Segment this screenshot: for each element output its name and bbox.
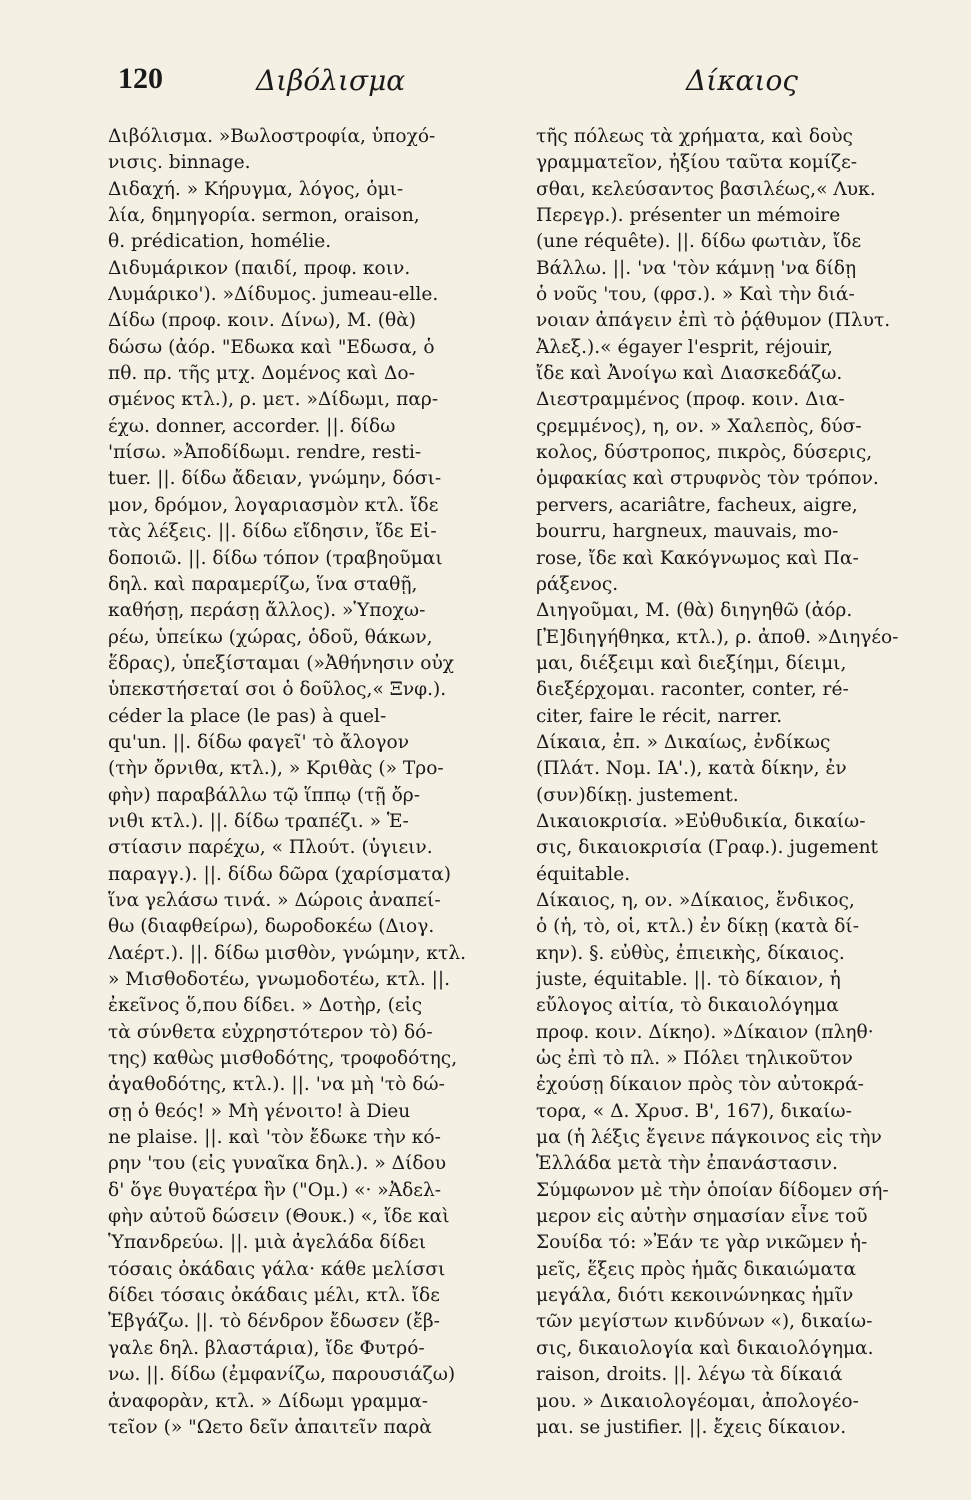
text-line: έχω. donner, accorder. ||. δίδω <box>108 415 396 437</box>
text-line: équitable. <box>536 863 631 885</box>
text-line: ἀναφορὰν, κτλ. » Δίδωμι γραμμα- <box>108 1390 429 1412</box>
text-line: Δικαιοκρισία. »Εὐθυδικία, δικαίω- <box>536 810 866 832</box>
text-line: ὑπεκστήσεταί σοι ὁ δοῦλος,« Ξνφ.). <box>108 679 447 701</box>
text-line: Ἐβγάζω. ||. τὸ δένδρον ἔδωσεν (ἔβ- <box>108 1311 440 1333</box>
text-line: τόσαις ὀκάδαις γάλα· κάθε μελίσσι <box>108 1258 446 1280</box>
right-column <box>536 124 948 1441</box>
text-line: τεῖον (» "Ωετο δεῖν ἀπαιτεῖν παρὰ <box>108 1416 432 1438</box>
text-line: δοποιῶ. ||. δίδω τόπον (τραβηοῦμαι <box>108 547 443 569</box>
right-running-headword: Δίκαιος <box>686 64 798 97</box>
text-line: [Ἐ]διηγήθηκα, κτλ.), ρ. ἀποθ. »Διηγέο- <box>536 626 899 648</box>
text-line: ἵνα γελάσω τινά. » Δώροις ἀναπεί- <box>108 889 441 911</box>
text-line: ὡς ἐπὶ τὸ πλ. » Πόλει τηλικοῦτον <box>536 1048 853 1070</box>
text-line: εὔλογος αἰτία, τὸ δικαιολόγημα <box>536 995 839 1017</box>
text-line: μου. » Δικαιολογέομαι, ἀπολογέο- <box>536 1390 859 1412</box>
page-number: 120 <box>118 62 163 95</box>
text-line: ὁ (ἡ, τὸ, οἱ, κτλ.) ἐν δίκῃ (κατὰ δί- <box>536 916 859 938</box>
text-line: Δίκαιος, η, ον. »Δίκαιος, ἔνδικος, <box>536 889 855 911</box>
text-line: κολος, δύστροπος, πικρὸς, δύσερις, <box>536 442 873 464</box>
text-line: juste, équitable. ||. τὸ δίκαιον, ἡ <box>536 969 841 990</box>
text-line: Διδαχή. » Κήρυγμα, λόγος, ὁμι- <box>108 178 404 200</box>
text-line: Ὑπανδρεύω. ||. μιὰ ἀγελάδα δίδει <box>108 1232 427 1254</box>
text-line: Σουίδα τό: »Ἐάν τε γὰρ νικῶμεν ἡ- <box>536 1232 868 1254</box>
text-line: ρέω, ὑπείκω (χώρας, ὁδοῦ, θάκων, <box>108 626 433 648</box>
text-line: ἐχούσῃ δίκαιον πρὸς τὸν αὐτοκρά- <box>536 1074 864 1096</box>
text-line: σθαι, κελεύσαντος βασιλέως,« Λυκ. <box>536 178 876 200</box>
text-line: σις, δικαιοκρισία (Γραφ.). jugement <box>536 837 879 859</box>
text-line: σῃ ὁ θεός! » Μὴ γένοιτο! à Dieu <box>108 1100 411 1122</box>
text-line: Σύμφωνον μὲ τὴν ὁποίαν δίδομεν σή- <box>536 1179 889 1201</box>
text-line: φὴν αὐτοῦ δώσειν (Θουκ.) «, ἴδε καὶ <box>108 1206 450 1228</box>
text-line: rose, ἴδε καὶ Κακόγνωμος καὶ Πα- <box>536 547 859 569</box>
text-line: σις, δικαιολογία καὶ δικαιολόγημα. <box>536 1337 874 1359</box>
text-line: ἀγαθοδότης, κτλ.). ||. 'να μὴ 'τὸ δώ- <box>108 1074 445 1096</box>
text-line: δώσω (ἀόρ. "Εδωκα καὶ "Εδωσα, ὁ <box>108 336 435 358</box>
text-line: bourru, hargneux, mauvais, mo- <box>536 521 839 543</box>
text-line: ὀμφακίας καὶ στρυφνὸς τὸν τρόπον. <box>536 468 879 490</box>
text-line: δ' ὅγε θυγατέρα ἣν ("Ομ.) «· »Ἀδελ- <box>108 1179 442 1201</box>
text-line: καθήσῃ, περάσῃ ἄλλος). »Ὑποχω- <box>108 600 426 622</box>
text-line: 'πίσω. »Ἀποδίδωμι. rendre, resti- <box>108 442 422 464</box>
text-line: Λυμάρικο'). »Δίδυμος. jumeau-elle. <box>108 284 439 306</box>
text-line: » Μισθοδοτέω, γνωμοδοτέω, κτλ. ||. <box>108 969 451 990</box>
text-line: της) καθὼς μισθοδότης, τροφοδότης, <box>108 1048 458 1070</box>
text-line: Ἀλεξ.).« égayer l'esprit, réjouir, <box>536 336 833 358</box>
text-line: ὁ νοῦς 'του, (φρσ.). » Καὶ τὴν διά- <box>536 284 855 306</box>
text-line: τορα, « Δ. Χρυσ. Β', 167), δικαίω- <box>536 1100 852 1122</box>
text-line: (Πλάτ. Νομ. ΙΑ'.), κατὰ δίκην, ἐν <box>536 758 847 780</box>
text-line: μα (ἡ λέξις ἔγεινε πάγκοινος εἰς τὴν <box>536 1127 882 1149</box>
text-line: ρην 'του (εἰς γυναῖκα δηλ.). » Δίδου <box>108 1153 447 1175</box>
text-line: νοιαν ἀπάγειν ἐπὶ τὸ ῥᾴθυμον (Πλυτ. <box>536 310 891 332</box>
text-line: θ. prédication, homélie. <box>108 231 332 253</box>
page-header <box>118 62 948 108</box>
text-line: tuer. ||. δίδω ἄδειαν, γνώμην, δόσι- <box>108 468 442 490</box>
text-line: citer, faire le récit, narrer. <box>536 705 783 727</box>
text-line: γαλε δηλ. βλαστάρια), ἴδε Φυτρό- <box>108 1337 425 1359</box>
text-line: Ἑλλάδα μετὰ τὴν ἐπανάστασιν. <box>536 1153 838 1175</box>
text-line: ne plaise. ||. καὶ 'τὸν ἔδωκε τὴν κό- <box>108 1127 441 1149</box>
text-line: μεγάλα, διότι κεκοινώνηκας ἡμῖν <box>536 1285 854 1307</box>
text-line: δηλ. καὶ παραμερίζω, ἵνα σταθῇ, <box>108 573 418 595</box>
text-line: μερον εἰς αὐτὴν σημασίαν εἶνε τοῦ <box>536 1206 868 1228</box>
text-line: (τὴν ὄρνιθα, κτλ.), » Κριθὰς (» Τρο- <box>108 758 444 780</box>
text-line: παραγγ.). ||. δίδω δῶρα (χαρίσματα) <box>108 863 452 885</box>
text-line: κην). §. εὐθὺς, ἐπιεικὴς, δίκαιος. <box>536 942 845 964</box>
text-line: Διδυμάρικον (παιδί, προφ. κοιν. <box>108 257 411 279</box>
text-line: céder la place (le pas) à quel- <box>108 705 387 727</box>
text-line: ἐκεῖνος ὅ,που δίδει. » Δοτὴρ, (εἰς <box>108 995 423 1017</box>
text-line: Βάλλω. ||. 'να 'τὸν κάμνῃ 'να δίδῃ <box>536 257 857 279</box>
text-line: μεῖς, ἕξεις πρὸς ἡμᾶς δικαιώματα <box>536 1258 857 1280</box>
text-line: ἕδρας), ὑπεξίσταμαι (»Ἀθήνησιν οὐχ <box>108 652 455 674</box>
text-line: Λαέρτ.). ||. δίδω μισθὸν, γνώμην, κτλ. <box>108 942 467 964</box>
text-line: Περεγρ.). présenter un mémoire <box>536 205 841 227</box>
text-line: ἴδε καὶ Ἀνοίγω καὶ Διασκεδάζω. <box>536 363 843 385</box>
text-line: μαι, διέξειμι καὶ διεξίημι, δίειμι, <box>536 652 847 674</box>
text-line: μαι. se justifier. ||. ἔχεις δίκαιον. <box>536 1416 847 1438</box>
text-line: τῆς πόλεως τὰ χρήματα, καὶ δοὺς <box>536 126 853 147</box>
text-line: τὰς λέξεις. ||. δίδω εἴδησιν, ἴδε Εἰ- <box>108 521 437 543</box>
text-line: (une réquête). ||. δίδω φωτιὰν, ἴδε <box>536 231 862 253</box>
text-line: Δίδω (προφ. κοιν. Δίνω), Μ. (θὰ) <box>108 310 417 332</box>
left-running-headword: Διβόλισμα <box>256 64 406 97</box>
text-line: προφ. κοιν. Δίκηο). »Δίκαιον (πληθ· <box>536 1021 874 1043</box>
text-line: Διεστραμμένος (προφ. κοιν. Δια- <box>536 389 845 411</box>
text-line: Διηγοῦμαι, Μ. (θὰ) διηγηθῶ (ἀόρ. <box>536 600 853 622</box>
text-line: τὰ σύνθετα εὐχρηστότερον τὸ) δό- <box>108 1021 433 1043</box>
text-line: σμένος κτλ.), ρ. μετ. »Δίδωμι, παρ- <box>108 389 439 411</box>
text-line: μον, δρόμον, λογαριασμὸν κτλ. ἴδε <box>108 494 439 516</box>
text-line: στίασιν παρέχω, « Πλούτ. (ὑγιειν. <box>108 837 433 859</box>
text-line: νιθι κτλ.). ||. δίδω τραπέζι. » Ἑ- <box>108 810 409 832</box>
left-column <box>108 124 508 1441</box>
text-line: νισις. binnage. <box>108 152 251 174</box>
text-line: Διβόλισμα. »Βωλοστροφία, ὑποχό- <box>108 126 436 147</box>
text-line: θω (διαφθείρω), δωροδοκέω (Διογ. <box>108 916 435 938</box>
text-line: πθ. πρ. τῆς μτχ. Δομένος καὶ Δο- <box>108 363 415 385</box>
text-line: λία, δημηγορία. sermon, oraison, <box>108 205 420 227</box>
text-line: διεξέρχομαι. raconter, conter, ré- <box>536 679 849 701</box>
text-line: νω. ||. δίδω (ἐμφανίζω, παρουσιάζω) <box>108 1364 456 1386</box>
text-line: qu'un. ||. δίδω φαγεῖ' τὸ ἄλογον <box>108 731 410 753</box>
text-line: pervers, acariâtre, facheux, aigre, <box>536 494 858 516</box>
text-line: Δίκαια, ἐπ. » Δικαίως, ἐνδίκως <box>536 731 831 753</box>
text-line: δίδει τόσαις ὀκάδαις μέλι, κτλ. ἴδε <box>108 1285 440 1307</box>
text-line: γραμματεῖον, ἠξίου ταῦτα κομίζε- <box>536 152 858 174</box>
text-line: raison, droits. ||. λέγω τὰ δίκαιά <box>536 1364 843 1386</box>
text-line: φὴν) παραβάλλω τῷ ἵππῳ (τῇ ὄρ- <box>108 784 420 806</box>
text-line: ςρεμμένος), η, ον. » Χαλεπὸς, δύσ- <box>536 415 862 437</box>
text-line: (συν)δίκῃ. justement. <box>536 784 739 806</box>
text-line: τῶν μεγίστων κινδύνων «), δικαίω- <box>536 1311 873 1333</box>
text-line: ράξενος. <box>536 573 619 595</box>
